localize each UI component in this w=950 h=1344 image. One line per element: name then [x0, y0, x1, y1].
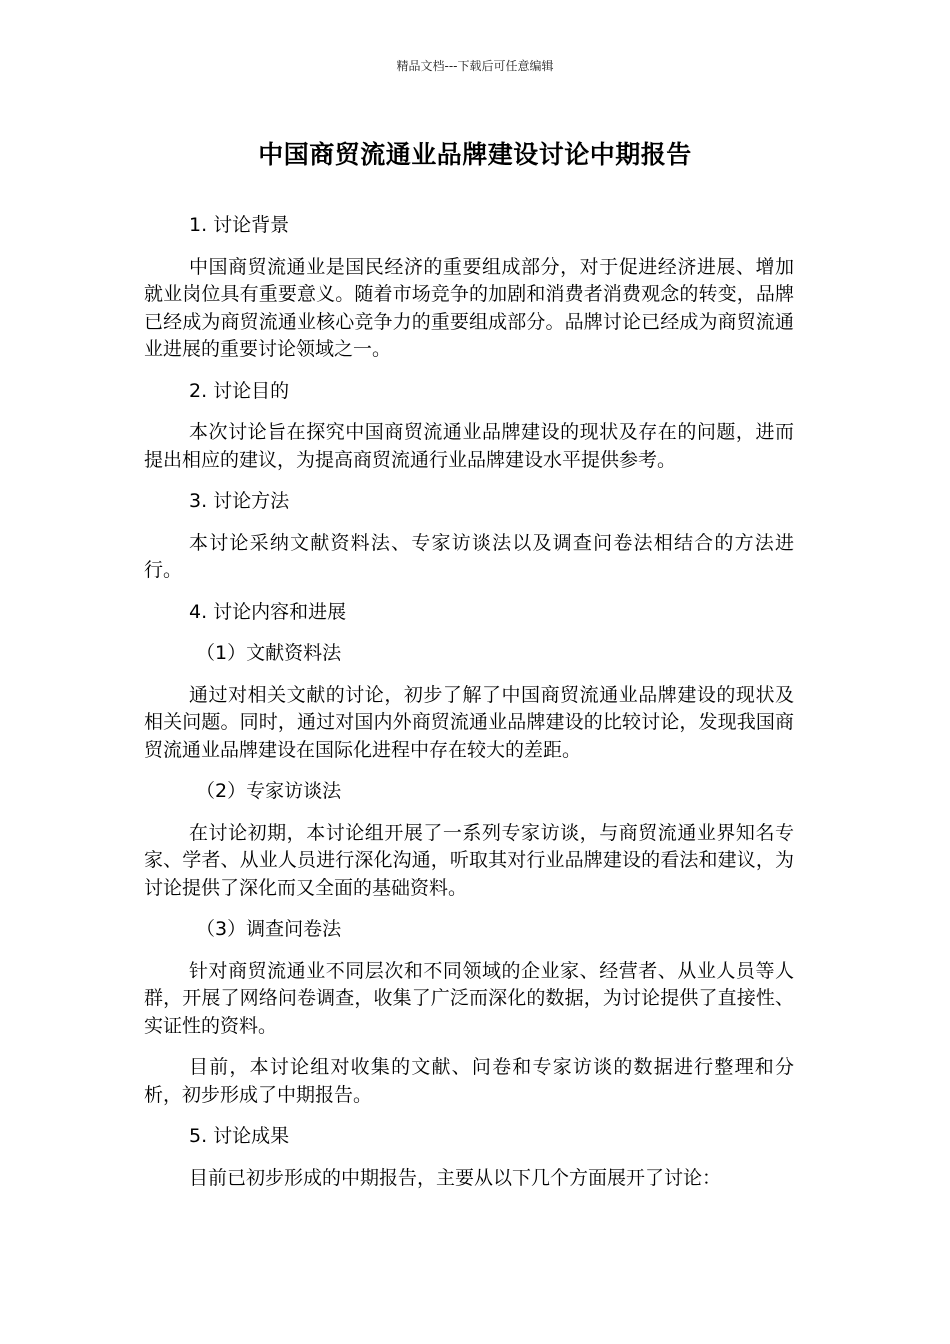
section-heading-method: 3. 讨论方法 [189, 490, 290, 512]
paragraph-purpose: 本次讨论旨在探究中国商贸流通业品牌建设的现状及存在的问题，进而提出相应的建议，为提高商贸流通行业品牌建设水平提供参考。 [144, 421, 794, 471]
paragraph-progress: 目前，本讨论组对收集的文献、问卷和专家访谈的数据进行整理和分析，初步形成了中期报告。 [144, 1056, 794, 1106]
subheading-literature: （1）文献资料法 [196, 642, 342, 664]
section-heading-content: 4. 讨论内容和进展 [189, 600, 347, 623]
paragraph-results: 目前已初步形成的中期报告，主要从以下几个方面展开了讨论： [189, 1166, 722, 1189]
subheading-survey: （3）调查问卷法 [196, 918, 342, 940]
paragraph-interview: 在讨论初期，本讨论组开展了一系列专家访谈，与商贸流通业界知名专家、学者、从业人员进行深化沟通，听取其对行业品牌建设的看法和建议，为讨论提供了深化而又全面的基础资料。 [144, 821, 794, 899]
section-heading-background: 1. 讨论背景 [189, 214, 290, 236]
section-heading-results: 5. 讨论成果 [189, 1125, 290, 1147]
paragraph-background: 中国商贸流通业是国民经济的重要组成部分，对于促进经济进展、增加就业岗位具有重要意义。随着市场竞争的加剧和消费者消费观念的转变，品牌已经成为商贸流通业核心竞争力的重要组成部分。品牌讨论已经成为商贸流通业进展的重要讨论领域之一。 [144, 255, 794, 360]
paragraph-literature: 通过对相关文献的讨论，初步了解了中国商贸流通业品牌建设的现状及相关问题。同时，通过对国内外商贸流通业品牌建设的比较讨论，发现我国商贸流通业品牌建设在国际化进程中存在较大的差距。 [144, 683, 794, 761]
paragraph-survey: 针对商贸流通业不同层次和不同领域的企业家、经营者、从业人员等人群，开展了网络问卷调查，收集了广泛而深化的数据，为讨论提供了直接性、实证性的资料。 [144, 959, 794, 1037]
page-header: 精品文档---下载后可任意编辑 [396, 59, 554, 73]
section-heading-purpose: 2. 讨论目的 [189, 379, 290, 402]
document-body [144, 212, 794, 1192]
subheading-interview: （2）专家访谈法 [196, 780, 342, 802]
paragraph-method: 本讨论采纳文献资料法、专家访谈法以及调查问卷法相结合的方法进行。 [144, 531, 794, 581]
document-title: 中国商贸流通业品牌建设讨论中期报告 [258, 140, 692, 169]
